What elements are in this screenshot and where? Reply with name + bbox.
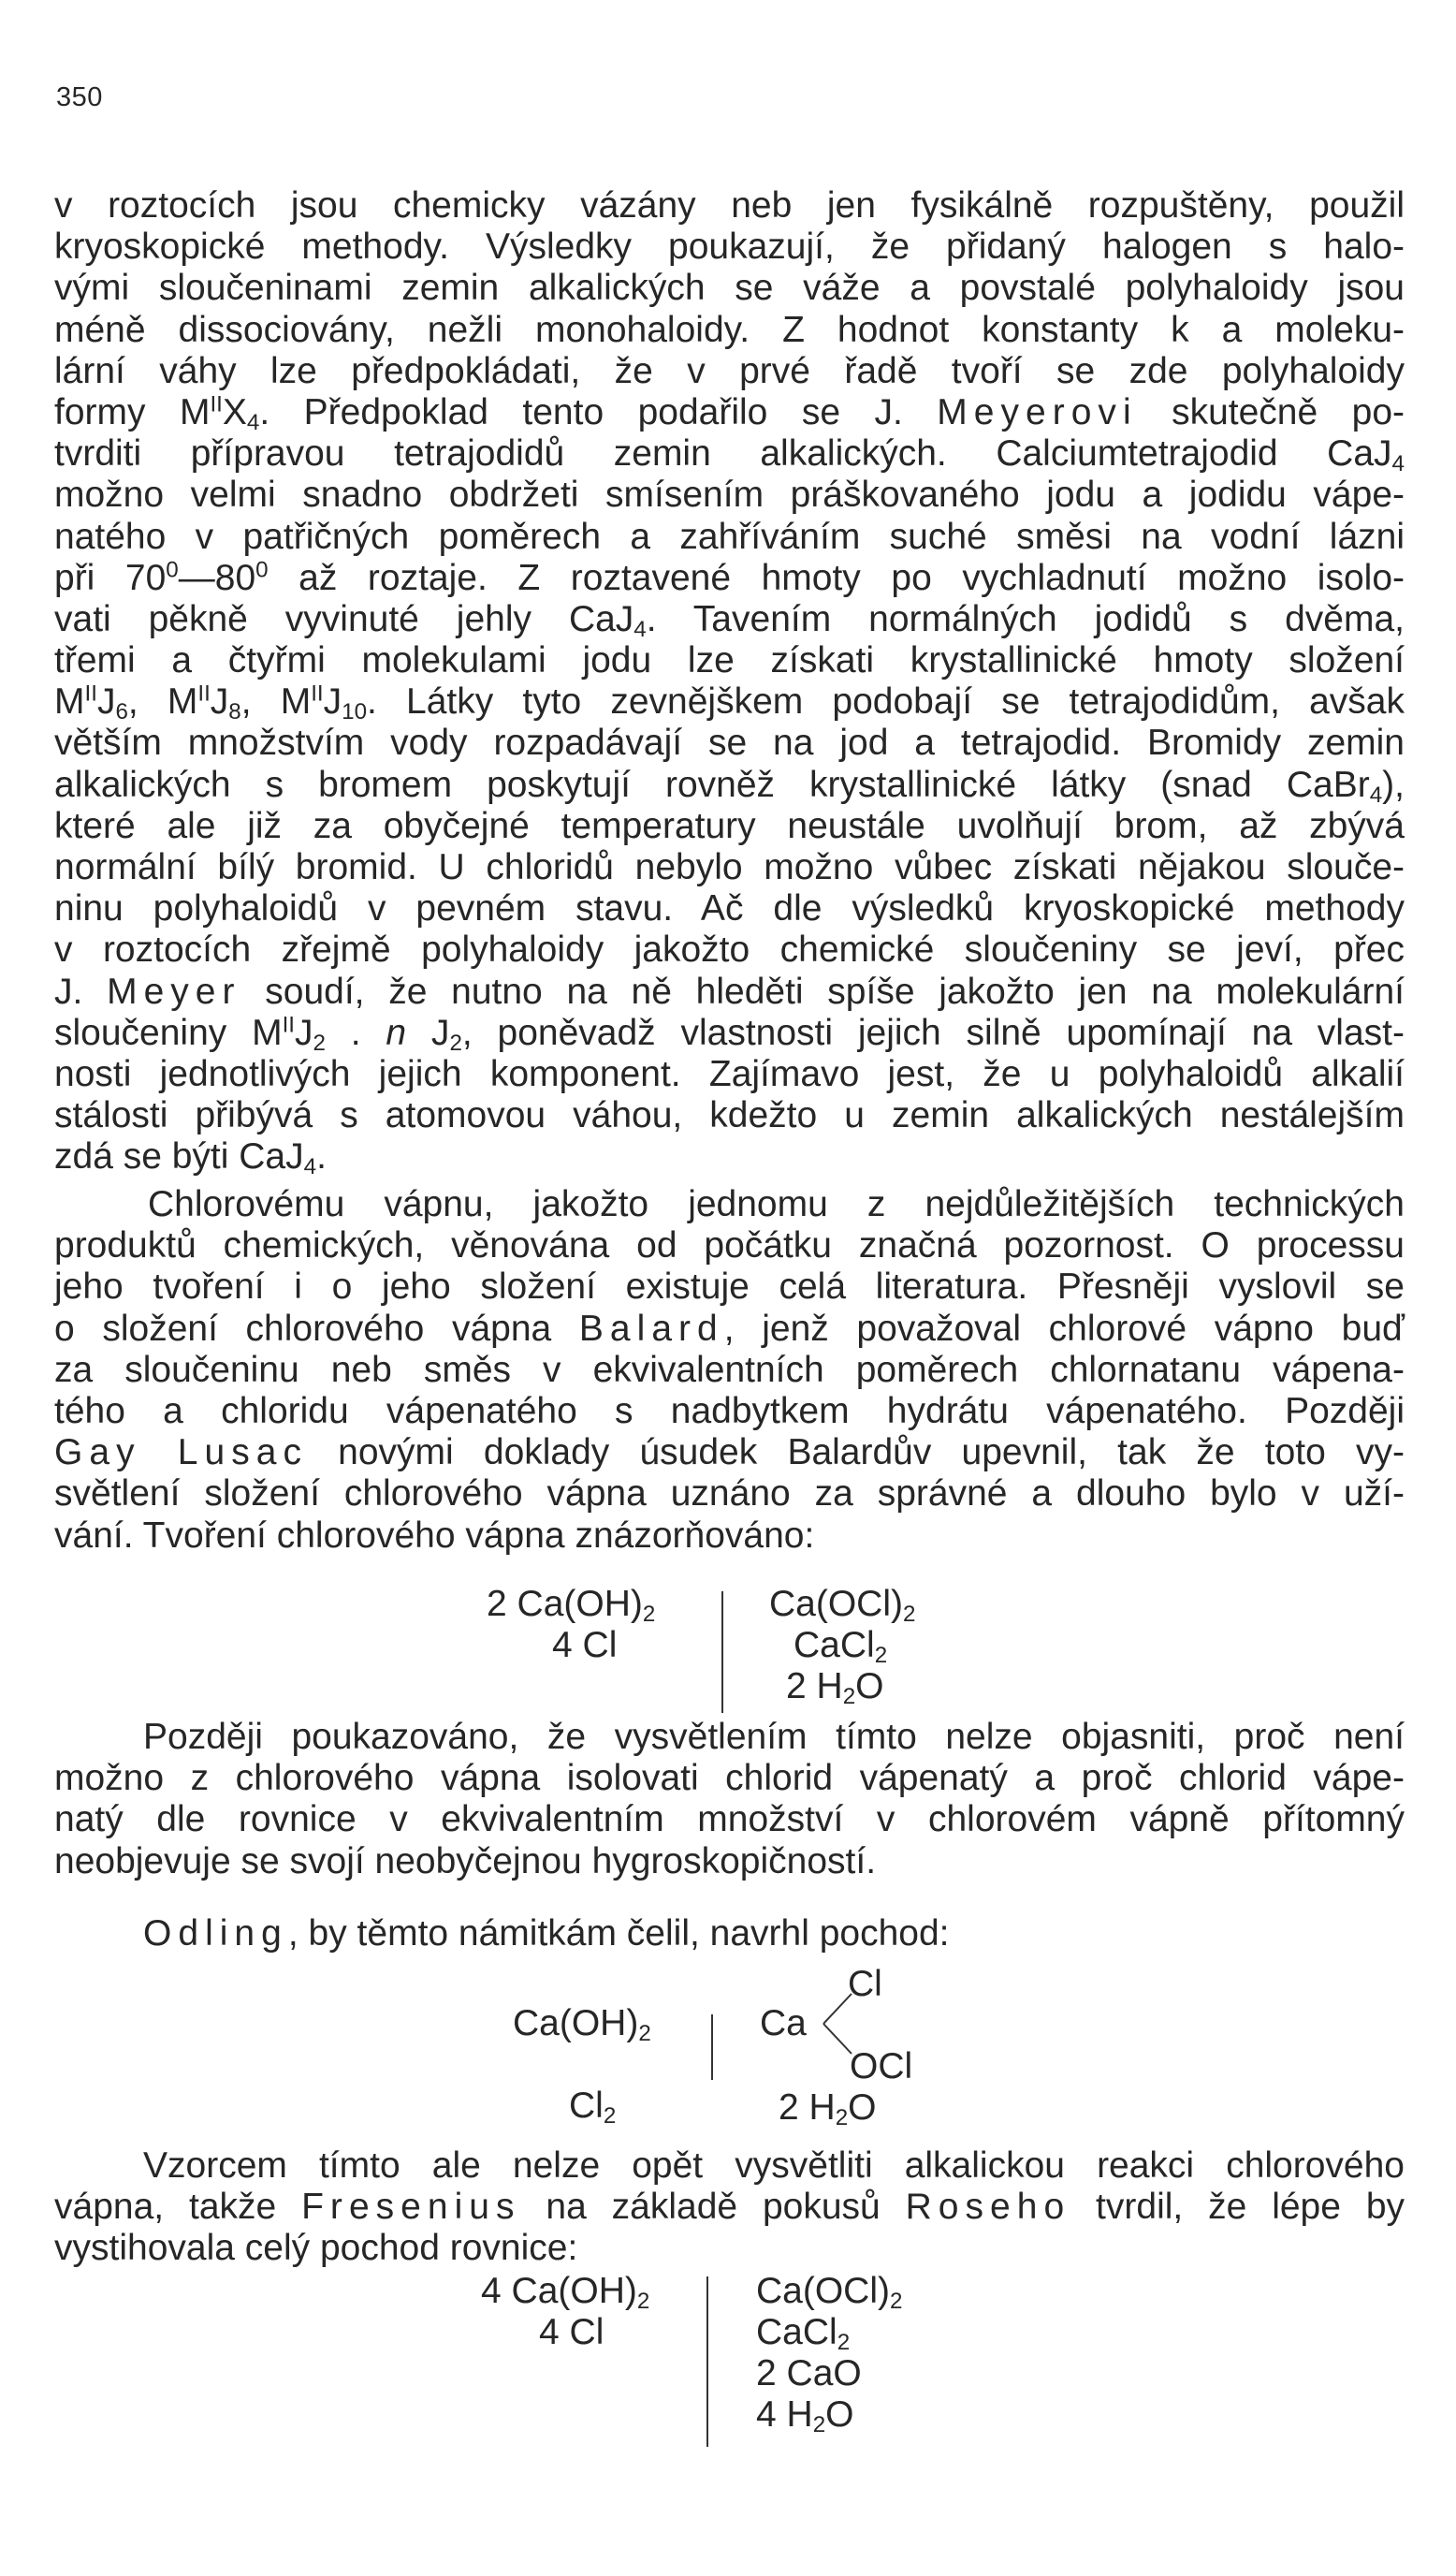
text-line: možno z chlorového vápna isolovati chlorid vápenatý a proč chlorid vápe- [54, 1758, 1405, 1799]
text-line: kryoskopické methody. Výsledky poukazují, že přidaný halogen s halo- [54, 227, 1405, 268]
text-line: formy $M^{II}X_4$. Předpoklad tento podařilo se J. Meyerovi skutečně po- [54, 391, 1405, 435]
equation-3-right: $Ca(OCl)_2$ CaCl$_2$ 2 CaO 4 $H_2O$ [756, 2271, 903, 2438]
text-line: o složení chlorového vápna Balard, jenž považoval chlorové vápno buď [54, 1308, 1405, 1349]
text-line: tvrditi přípravou tetrajodidů zemin alkalických. Calciumtetrajodid CaJ$_4$ [54, 433, 1405, 477]
text-line: stálosti přibývá s atomovou váhou, kdežto u zemin alkalických nestálejším [54, 1095, 1405, 1136]
text-line: při $70^0—80^0$ až roztaje. Z roztavené hmoty po vychladnutí možno isolo- [54, 557, 1405, 598]
text-line: vystihovala celý pochod rovnice: [54, 2228, 578, 2269]
text-line: sloučeniny $M^{II}J_2$ . n $J_2$, poněvadž vlastnosti jejich silně upomínají na vlast- [54, 1012, 1405, 1056]
text-line: za sloučeninu neb směs v ekvivalentních poměrech chlornatanu vápena- [54, 1349, 1405, 1390]
text-line: možno velmi snadno obdržeti smísením práškovaného jodu a jodidu vápe- [54, 475, 1405, 516]
equation-divider [721, 1591, 723, 1713]
text-line: Odling, by těmto námitkám čelil, navrhl pochod: [143, 1913, 950, 1954]
text-line: produktů chemických, věnována od počátku značná pozornost. O processu [54, 1225, 1405, 1266]
text-line: vati pěkně vyvinuté jehly CaJ$_4$. Tavením normálných jodidů s dvěma, [54, 598, 1405, 642]
text-line: $M^{II}J_6$, $M^{II}J_8$, $M^{II}J_{10}$. Látky tyto zevnějškem podobají se tetrajodidům, avšak [54, 681, 1405, 725]
equation-2-left: $Ca(OH)_2$ [513, 2003, 651, 2047]
author-name: Odling [143, 1913, 288, 1954]
text-line: Později poukazováno, že vysvětlením tímto nelze objasniti, proč není [143, 1717, 1405, 1757]
text-line: alkalických s bromem poskytují rovněž krystallinické látky (snad CaBr$_4$), [54, 764, 1405, 808]
text-line: Chlorovému vápnu, jakožto jednomu z nejdůležitějších technických [148, 1184, 1405, 1224]
text-line: světlení složení chlorového vápna uznáno za správné a dlouho bylo v uží- [54, 1473, 1405, 1515]
author-name: Gay Lusac [54, 1432, 308, 1473]
equation-2-water: 2 $H_2O$ [779, 2087, 877, 2131]
text-line: které ale již za obyčejné temperatury neustále uvolňují brom, až zbývá [54, 805, 1405, 846]
text-line: nosti jednotlivých jejich komponent. Zajímavo jest, že u polyhaloidů alkalií [54, 1053, 1405, 1094]
text-line: vání. Tvoření chlorového vápna znázorňováno: [54, 1515, 815, 1556]
text-line: v roztocích jsou chemicky vázány neb jen fysikálně rozpuštěny, použil [54, 185, 1405, 226]
author-name: Roseho [905, 2187, 1071, 2228]
text-line: větším množstvím vody rozpadávají se na jod a tetrajodid. Bromidy zemin [54, 723, 1405, 764]
author-name: Meyerovi [937, 391, 1138, 432]
equation-2-chlorine: $Cl_2$ [569, 2086, 617, 2130]
author-name: Fresenius [301, 2187, 521, 2228]
paragraph-5 [54, 2145, 1405, 2270]
equation-divider [711, 2014, 713, 2080]
author-name: Meyer [107, 971, 241, 1012]
text-line: neobjevuje se svojí neobyčejnou hygroskopičností. [54, 1840, 877, 1881]
paragraph-3 [54, 1717, 1405, 1882]
text-line: zdá se býti CaJ$_4$. [54, 1136, 327, 1180]
page-number: 350 [56, 82, 103, 112]
text-line: ninu polyhaloidů v pevném stavu. Ač dle výsledků kryoskopické methody [54, 888, 1405, 929]
text-line: Vzorcem tímto ale nelze opět vysvětliti alkalickou reakci chlorového [143, 2145, 1405, 2186]
equation-divider [706, 2276, 708, 2447]
text-line: méně dissociovány, nežli monohaloidy. Z hodnot konstanty k a moleku- [54, 309, 1405, 350]
text-line: třemi a čtyřmi molekulami jodu lze získati krystallinické hmoty složení [54, 640, 1405, 681]
text-line: J. Meyer soudí, že nutno na ně hleděti spíše jakožto jen na molekulární [54, 971, 1405, 1012]
equation-1-left: 2 $Ca(OH)_2$ 4 Cl [487, 1584, 656, 1665]
text-line: natý dle rovnice v ekvivalentním množství v chlorovém vápně přítomný [54, 1799, 1405, 1840]
paragraph-2 [54, 1184, 1405, 1557]
equation-2-chloride: Cl [848, 1964, 882, 2004]
text-line: vápna, takže Fresenius na základě pokusů Roseho tvrdil, že lépe by [54, 2187, 1405, 2228]
paragraph-1 [54, 185, 1405, 1178]
text-line: lární váhy lze předpokládati, že v prvé řadě tvoří se zde polyhaloidy [54, 350, 1405, 391]
equation-3-left: 4 $Ca(OH)_2$ 4 Cl [481, 2271, 650, 2352]
text-line: Gay Lusac novými doklady úsudek Balardův upevnil, tak že toto vy- [54, 1432, 1405, 1473]
equation-2-calcium: Ca [760, 2003, 807, 2043]
author-name: Balard [578, 1308, 724, 1349]
text-line: tého a chloridu vápenatého s nadbytkem hydrátu vápenatého. Později [54, 1390, 1405, 1431]
text-line: vými sloučeninami zemin alkalických se váže a povstalé polyhaloidy jsou [54, 268, 1405, 309]
equation-2-hypochlorite: OCl [850, 2046, 913, 2086]
text-line: v roztocích zřejmě polyhaloidy jakožto chemické sloučeniny se jeví, přec [54, 929, 1405, 971]
text-line: natého v patřičných poměrech a zahříváním suché směsi na vodní lázni [54, 516, 1405, 557]
text-line: jeho tvoření i o jeho složení existuje celá literatura. Přesněji vyslovil se [54, 1266, 1405, 1308]
text-line: normální bílý bromid. U chloridů nebylo možno vůbec získati nějakou slouče- [54, 847, 1405, 887]
equation-1-right: $Ca(OCl)_2$ CaCl$_2$ 2 $H_2O$ [769, 1584, 916, 1710]
paragraph-4 [54, 1913, 1405, 1954]
